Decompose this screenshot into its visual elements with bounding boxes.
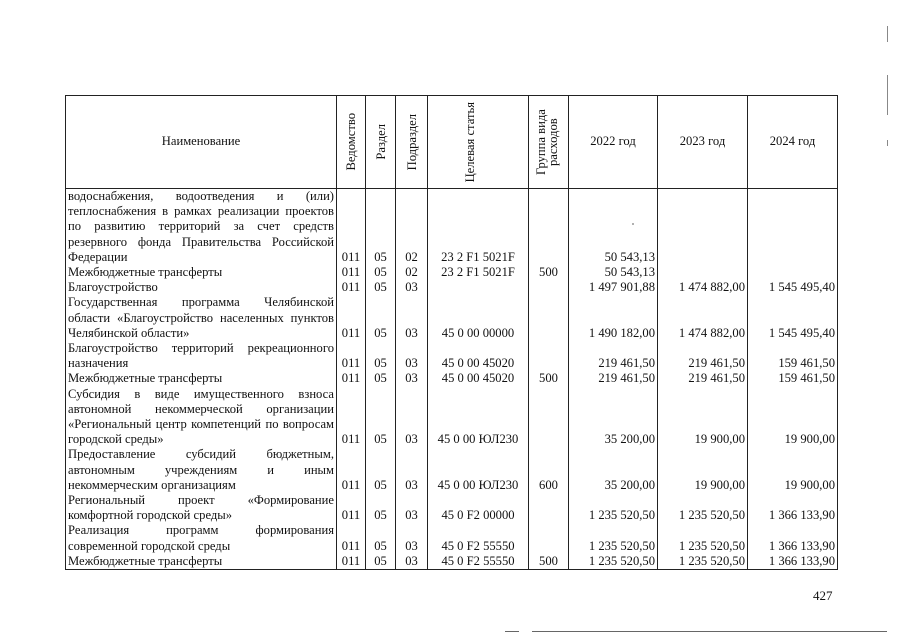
cell-podrazdel: 03 bbox=[396, 371, 428, 386]
cell-podrazdel: 03 bbox=[396, 447, 428, 493]
margin-mark bbox=[887, 140, 888, 146]
header-2024 bbox=[748, 96, 838, 189]
scan-speck bbox=[632, 223, 634, 225]
cell-group: 500 bbox=[529, 265, 569, 280]
cell-2024: 1 545 495,40 bbox=[748, 280, 838, 295]
table-row bbox=[66, 280, 838, 295]
budget-table bbox=[65, 95, 838, 570]
header-target-label: Целевая статья bbox=[463, 101, 477, 183]
header-2023 bbox=[658, 96, 748, 189]
cell-podrazdel: 03 bbox=[396, 493, 428, 523]
cell-podrazdel: 03 bbox=[396, 523, 428, 553]
cell-name: Межбюджетные трансферты bbox=[66, 371, 337, 386]
header-2022 bbox=[569, 96, 658, 189]
cell-vedomstvo: 011 bbox=[337, 387, 366, 448]
cell-podrazdel: 03 bbox=[396, 387, 428, 448]
cell-group: 500 bbox=[529, 371, 569, 386]
cell-name: Региональный проект «Формирование комфортной городской среды» bbox=[66, 493, 337, 523]
cell-vedomstvo: 011 bbox=[337, 295, 366, 341]
cell-vedomstvo: 011 bbox=[337, 341, 366, 371]
cell-vedomstvo: 011 bbox=[337, 523, 366, 553]
header-2024-label: 2024 год bbox=[769, 134, 816, 149]
cell-2024 bbox=[748, 189, 838, 266]
cell-target: 45 0 00 ЮЛ230 bbox=[428, 387, 529, 448]
cell-group bbox=[529, 493, 569, 523]
scan-line bbox=[532, 631, 887, 632]
cell-2022: 1 235 520,50 bbox=[569, 493, 658, 523]
header-2022-label: 2022 год bbox=[590, 134, 636, 149]
cell-razdel: 05 bbox=[366, 341, 396, 371]
cell-2023: 1 235 520,50 bbox=[658, 523, 748, 553]
table-body bbox=[66, 189, 838, 570]
cell-target: 23 2 F1 5021F bbox=[428, 189, 529, 266]
table-row bbox=[66, 265, 838, 280]
cell-2024: 19 900,00 bbox=[748, 447, 838, 493]
header-podrazdel-label: Подраздел bbox=[404, 113, 419, 171]
cell-podrazdel: 02 bbox=[396, 265, 428, 280]
cell-name: Предоставление субсидий бюджетным, автономным учреждениям и иным некоммерческим организациям bbox=[66, 447, 337, 493]
cell-target bbox=[428, 280, 529, 295]
cell-podrazdel: 03 bbox=[396, 280, 428, 295]
cell-2022: 219 461,50 bbox=[569, 371, 658, 386]
cell-2024: 159 461,50 bbox=[748, 341, 838, 371]
page-number: 427 bbox=[813, 588, 833, 603]
cell-name: Реализация программ формирования современной городской среды bbox=[66, 523, 337, 553]
header-razdel bbox=[366, 96, 396, 189]
cell-2024: 159 461,50 bbox=[748, 371, 838, 386]
cell-2022: 1 235 520,50 bbox=[569, 523, 658, 553]
cell-vedomstvo: 011 bbox=[337, 554, 366, 570]
table-row bbox=[66, 189, 838, 266]
cell-2022: 50 543,13 bbox=[569, 189, 658, 266]
cell-2022: 1 490 182,00 bbox=[569, 295, 658, 341]
cell-2023: 1 235 520,50 bbox=[658, 554, 748, 570]
cell-razdel: 05 bbox=[366, 189, 396, 266]
cell-2023: 219 461,50 bbox=[658, 371, 748, 386]
cell-2023 bbox=[658, 189, 748, 266]
cell-podrazdel: 03 bbox=[396, 554, 428, 570]
cell-group bbox=[529, 387, 569, 448]
cell-2024 bbox=[748, 265, 838, 280]
cell-2022: 1 497 901,88 bbox=[569, 280, 658, 295]
cell-podrazdel: 03 bbox=[396, 341, 428, 371]
cell-razdel: 05 bbox=[366, 371, 396, 386]
table-row bbox=[66, 371, 838, 386]
cell-2023: 19 900,00 bbox=[658, 387, 748, 448]
cell-target: 45 0 F2 55550 bbox=[428, 554, 529, 570]
cell-group bbox=[529, 295, 569, 341]
margin-mark bbox=[887, 75, 888, 115]
cell-2022: 219 461,50 bbox=[569, 341, 658, 371]
table-row bbox=[66, 341, 838, 371]
header-name bbox=[66, 96, 337, 189]
cell-name: Благоустройство территорий рекреационного назначения bbox=[66, 341, 337, 371]
cell-podrazdel: 03 bbox=[396, 295, 428, 341]
cell-target: 45 0 00 45020 bbox=[428, 371, 529, 386]
cell-2023: 1 474 882,00 bbox=[658, 280, 748, 295]
cell-razdel: 05 bbox=[366, 554, 396, 570]
cell-razdel: 05 bbox=[366, 280, 396, 295]
header-target bbox=[428, 96, 529, 189]
cell-name: Благоустройство bbox=[66, 280, 337, 295]
cell-2022: 35 200,00 bbox=[569, 387, 658, 448]
header-name-label: Наименование bbox=[161, 134, 241, 149]
header-razdel-label: Раздел bbox=[373, 124, 388, 160]
table-header-row bbox=[66, 96, 838, 189]
cell-vedomstvo: 011 bbox=[337, 265, 366, 280]
header-group bbox=[529, 96, 569, 189]
cell-2022: 35 200,00 bbox=[569, 447, 658, 493]
scan-line bbox=[505, 631, 519, 632]
cell-2022: 1 235 520,50 bbox=[569, 554, 658, 570]
cell-target: 45 0 00 00000 bbox=[428, 295, 529, 341]
cell-name: Межбюджетные трансферты bbox=[66, 554, 337, 570]
cell-2022: 50 543,13 bbox=[569, 265, 658, 280]
cell-group bbox=[529, 523, 569, 553]
cell-name: Субсидия в виде имущественного взноса автономной некоммерческой организации «Региональный центр компетенций по вопросам городской среды» bbox=[66, 387, 337, 448]
cell-vedomstvo: 011 bbox=[337, 493, 366, 523]
cell-razdel: 05 bbox=[366, 265, 396, 280]
header-podrazdel bbox=[396, 96, 428, 189]
cell-razdel: 05 bbox=[366, 493, 396, 523]
cell-target: 45 0 F2 55550 bbox=[428, 523, 529, 553]
cell-2023: 19 900,00 bbox=[658, 447, 748, 493]
table-row bbox=[66, 493, 838, 523]
cell-target: 45 0 00 ЮЛ230 bbox=[428, 447, 529, 493]
cell-name: Государственная программа Челябинской области «Благоустройство населенных пунктов Челябинской области» bbox=[66, 295, 337, 341]
cell-target: 45 0 00 45020 bbox=[428, 341, 529, 371]
header-2023-label: 2023 год bbox=[679, 134, 726, 149]
cell-group bbox=[529, 280, 569, 295]
cell-name: Межбюджетные трансферты bbox=[66, 265, 337, 280]
cell-vedomstvo: 011 bbox=[337, 447, 366, 493]
table-row bbox=[66, 554, 838, 570]
cell-razdel: 05 bbox=[366, 447, 396, 493]
cell-vedomstvo: 011 bbox=[337, 371, 366, 386]
cell-group bbox=[529, 189, 569, 266]
cell-2024: 1 545 495,40 bbox=[748, 295, 838, 341]
cell-vedomstvo: 011 bbox=[337, 280, 366, 295]
cell-group: 600 bbox=[529, 447, 569, 493]
cell-2023: 219 461,50 bbox=[658, 341, 748, 371]
table-row bbox=[66, 523, 838, 553]
cell-2023: 1 474 882,00 bbox=[658, 295, 748, 341]
cell-name: водоснабжения, водоотведения и (или) теплоснабжения в рамках реализации проектов по развитию территорий за счет средств резервного фонда Правительства Российской Федерации bbox=[66, 189, 337, 266]
cell-podrazdel: 02 bbox=[396, 189, 428, 266]
cell-2024: 1 366 133,90 bbox=[748, 493, 838, 523]
header-vedomstvo-label: Ведомство bbox=[344, 113, 358, 171]
cell-vedomstvo: 011 bbox=[337, 189, 366, 266]
cell-2023: 1 235 520,50 bbox=[658, 493, 748, 523]
cell-group bbox=[529, 341, 569, 371]
cell-target: 23 2 F1 5021F bbox=[428, 265, 529, 280]
header-vedomstvo bbox=[337, 96, 366, 189]
header-group-label: Группа вида расходов bbox=[533, 109, 560, 175]
cell-group: 500 bbox=[529, 554, 569, 570]
cell-razdel: 05 bbox=[366, 523, 396, 553]
cell-2023 bbox=[658, 265, 748, 280]
cell-razdel: 05 bbox=[366, 387, 396, 448]
margin-mark bbox=[887, 26, 888, 42]
table-row bbox=[66, 295, 838, 341]
cell-2024: 1 366 133,90 bbox=[748, 523, 838, 553]
table-row bbox=[66, 387, 838, 448]
cell-razdel: 05 bbox=[366, 295, 396, 341]
cell-2024: 1 366 133,90 bbox=[748, 554, 838, 570]
cell-2024: 19 900,00 bbox=[748, 387, 838, 448]
cell-target: 45 0 F2 00000 bbox=[428, 493, 529, 523]
table-row bbox=[66, 447, 838, 493]
